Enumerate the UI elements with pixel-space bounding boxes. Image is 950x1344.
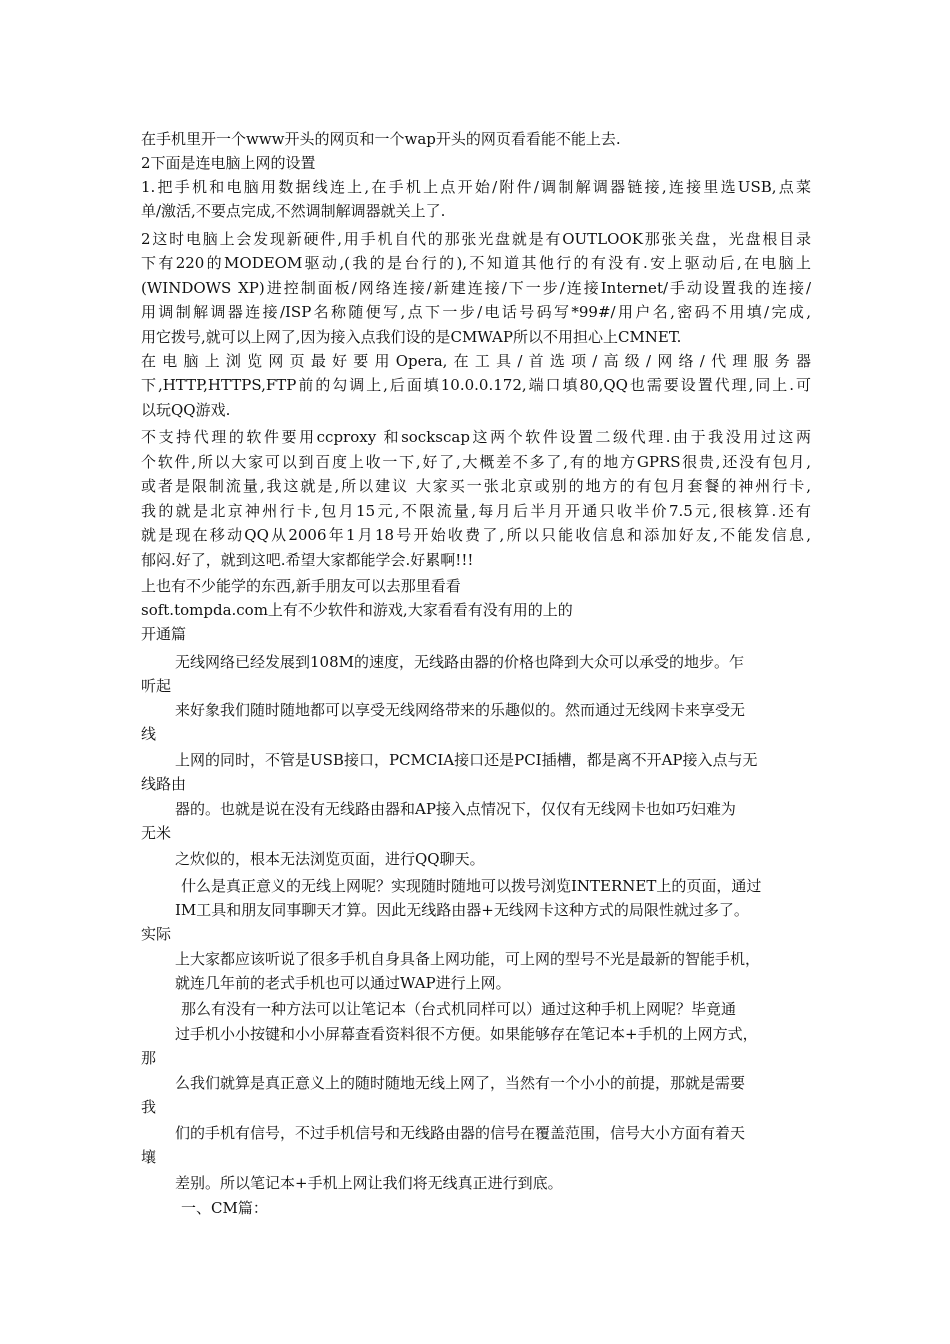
text-line: 来好象我们随时随地都可以享受无线网络带来的乐趣似的。然而通过无线网卡来享受无	[175, 701, 746, 719]
text-line: 1.把手机和电脑用数据线连上,在手机上点开始/附件/调制解调器链接,连接里选USB,点菜	[141, 178, 811, 196]
text-line: 我	[141, 1098, 157, 1116]
text-line: 用调制解调器连接/ISP名称随便写,点下一步/电话号码写*99#/用户名,密码不用填/完成,	[141, 303, 811, 321]
text-line: 2这时电脑上会发现新硬件,用手机自代的那张光盘就是有OUTLOOK那张关盘，光盘根目录	[141, 230, 811, 248]
text-line: 2下面是连电脑上网的设置	[141, 154, 316, 172]
text-line: soft.tompda.com上有不少软件和游戏,大家看看有没有用的上的	[141, 601, 573, 619]
text-line: 一、CM篇：	[181, 1199, 268, 1217]
text-line: 那么有没有一种方法可以让笔记本（台式机同样可以）通过这种手机上网呢？毕竟通	[181, 1000, 737, 1018]
text-line: 在手机里开一个www开头的网页和一个wap开头的网页看看能不能上去.	[141, 130, 621, 148]
text-line: 不支持代理的软件要用ccproxy 和sockscap这两个软件设置二级代理.由于我没用过这两	[141, 428, 811, 446]
text-line: 单/激活,不要点完成,不然调制解调器就关上了.	[141, 202, 446, 220]
text-line: 上网的同时，不管是USB接口，PCMCIA接口还是PCI插槽，都是离不开AP接入点与无	[175, 751, 758, 769]
text-line: 下有220的MODEOM驱动,(我的是台行的),不知道其他行的有没有.安上驱动后,在电脑上	[141, 254, 811, 272]
text-line: 实际	[141, 925, 172, 943]
text-line: 开通篇	[141, 625, 187, 643]
text-line: 郁闷.好了，就到这吧.希望大家都能学会.好累啊!!!	[141, 551, 474, 569]
text-line: 线	[141, 725, 157, 743]
text-line: 就是现在移动QQ从2006年1月18号开始收费了,所以只能收信息和添加好友,不能发信息,	[141, 526, 811, 544]
text-line: 之炊似的，根本无法浏览页面，进行QQ聊天。	[175, 850, 485, 868]
text-line: 无米	[141, 824, 172, 842]
text-line: 无线网络已经发展到108M的速度，无线路由器的价格也降到大众可以承受的地步。乍	[175, 653, 744, 671]
text-line: 就连几年前的老式手机也可以通过WAP进行上网。	[175, 974, 511, 992]
text-line: 或者是限制流量,我这就是,所以建议 大家买一张北京或别的地方的有包月套餐的神州行卡,	[141, 477, 811, 495]
text-line: 线路由	[141, 775, 187, 793]
text-line: 上也有不少能学的东西,新手朋友可以去那里看看	[141, 577, 461, 595]
text-line: 听起	[141, 677, 172, 695]
text-line: IM工具和朋友同事聊天才算。因此无线路由器+无线网卡这种方式的局限性就过多了。	[175, 901, 749, 919]
text-line: 器的。也就是说在没有无线路由器和AP接入点情况下，仅仅有无线网卡也如巧妇难为	[175, 800, 736, 818]
text-line: 那	[141, 1049, 157, 1067]
text-line: 上大家都应该听说了很多手机自身具备上网功能，可上网的型号不光是最新的智能手机，	[175, 950, 761, 968]
text-line: 们的手机有信号，不过手机信号和无线路由器的信号在覆盖范围，信号大小方面有着天	[175, 1124, 746, 1142]
text-line: 用它拨号,就可以上网了,因为接入点我们设的是CMWAP所以不用担心上CMNET.	[141, 328, 682, 346]
text-line: 以玩QQ游戏.	[141, 401, 231, 419]
text-line: 么我们就算是真正意义上的随时随地无线上网了，当然有一个小小的前提，那就是需要	[175, 1074, 746, 1092]
text-line: 差别。所以笔记本+手机上网让我们将无线真正进行到底。	[175, 1174, 563, 1192]
text-line: 过手机小小按键和小小屏幕查看资料很不方便。如果能够存在笔记本+手机的上网方式，	[175, 1025, 758, 1043]
text-line: 个软件,所以大家可以到百度上收一下,好了,大概差不多了,有的地方GPRS很贵,还没有包月,	[141, 453, 811, 471]
text-line: 我的就是北京神州行卡,包月15元,不限流量,每月后半月开通只收半价7.5元,很核算.还有	[141, 502, 811, 520]
text-line: 壤	[141, 1148, 157, 1166]
text-line: (WINDOWS XP)进控制面板/网络连接/新建连接/下一步/连接Internet/手动设置我的连接/	[141, 279, 811, 297]
text-line: 下,HTTP,HTTPS,FTP前的勾调上,后面填10.0.0.172,端口填80,QQ也需要设置代理,同上.可	[141, 376, 811, 394]
text-line: 在电脑上浏览网页最好要用Opera,在工具/首选项/高级/网络/代理服务器	[141, 352, 811, 370]
text-line: 什么是真正意义的无线上网呢？实现随时随地可以拨号浏览INTERNET上的页面，通过	[181, 877, 762, 895]
